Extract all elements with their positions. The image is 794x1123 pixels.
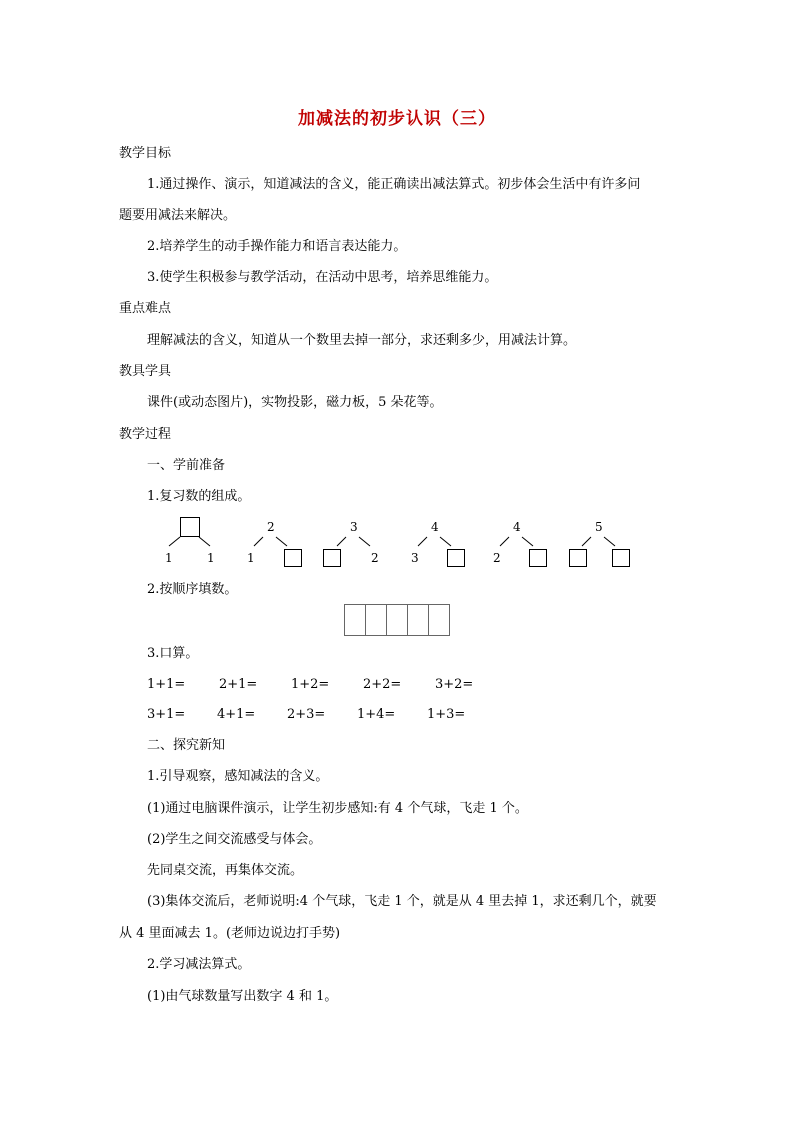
part-1-heading: 一、学前准备: [147, 458, 226, 473]
composition-box-6-left: [569, 549, 587, 567]
composition-box-top-1: [180, 517, 200, 537]
tools-heading: 教具学具: [119, 364, 172, 379]
item-3: 3.口算。: [147, 646, 199, 661]
part-2-sub-2: (2)学生之间交流感受与体会。: [147, 832, 322, 847]
comp-4-top: 4: [431, 520, 439, 534]
math-problem: 1+3=: [427, 707, 466, 722]
comp-2-top: 2: [267, 520, 275, 534]
part-2-sub-2b: 先同桌交流，再集体交流。: [147, 863, 304, 878]
key-heading: 重点难点: [119, 301, 172, 316]
composition-box-4-right: [447, 549, 465, 567]
composition-box-2-right: [284, 549, 302, 567]
composition-box-5-right: [529, 549, 547, 567]
composition-box-3-left: [323, 549, 341, 567]
page-title: 加减法的初步认识（三）: [298, 109, 496, 129]
key-text: 理解减法的含义，知道从一个数里去掉一部分，求还剩多少，用减法计算。: [147, 333, 577, 348]
comp-6-top: 5: [595, 520, 603, 534]
math-problem: 2+1=: [219, 677, 258, 692]
composition-box-6-right: [612, 549, 630, 567]
comp-3-top: 3: [350, 520, 358, 534]
math-problem: 1+2=: [291, 677, 330, 692]
sequence-box: [428, 604, 450, 636]
goal-3: 3.使学生积极参与教学活动，在活动中思考，培养思维能力。: [147, 270, 498, 285]
goal-1-line-2: 题要用减法来解决。: [119, 208, 237, 223]
sequence-box: [365, 604, 387, 636]
process-heading: 教学过程: [119, 427, 172, 442]
math-problem: 3+1=: [147, 707, 186, 722]
part-2-sub-1: (1)通过电脑课件演示，让学生初步感知:有 4 个气球，飞走 1 个。: [147, 801, 528, 816]
goal-1-line-1: 1.通过操作、演示，知道减法的含义，能正确读出减法算式。初步体会生活中有许多问: [147, 177, 641, 192]
math-problem: 4+1=: [217, 707, 256, 722]
math-problem: 3+2=: [435, 677, 474, 692]
item-1: 1.复习数的组成。: [147, 489, 251, 504]
part-2-sub-3-line-2: 从 4 里面减去 1。(老师边说边打手势): [119, 926, 341, 941]
math-problem: 2+2=: [363, 677, 402, 692]
comp-2-left: 1: [247, 551, 255, 565]
item-2: 2.按顺序填数。: [147, 582, 238, 597]
comp-5-top: 4: [513, 520, 521, 534]
part-2-sub-3-line-1: (3)集体交流后，老师说明:4 个气球，飞走 1 个，就是从 4 里去掉 1，求还剩几个，就要: [147, 894, 657, 909]
tools-text: 课件(或动态图片)，实物投影，磁力板，5 朵花等。: [147, 395, 443, 410]
comp-1-right: 1: [207, 551, 215, 565]
comp-3-right: 2: [371, 551, 379, 565]
part-2-item-2: 2.学习减法算式。: [147, 957, 251, 972]
comp-1-left: 1: [165, 551, 173, 565]
math-problem: 2+3=: [287, 707, 326, 722]
goal-2: 2.培养学生的动手操作能力和语言表达能力。: [147, 239, 407, 254]
math-problem: 1+1=: [147, 677, 186, 692]
sequence-box: [407, 604, 429, 636]
comp-4-left: 3: [411, 551, 419, 565]
part-2-item-2-sub-1: (1)由气球数量写出数字 4 和 1。: [147, 989, 338, 1004]
sequence-box: [344, 604, 366, 636]
comp-5-left: 2: [493, 551, 501, 565]
part-2-item-1: 1.引导观察，感知减法的含义。: [147, 769, 329, 784]
sequence-box: [386, 604, 408, 636]
part-2-heading: 二、探究新知: [147, 738, 226, 753]
math-problem: 1+4=: [357, 707, 396, 722]
goals-heading: 教学目标: [119, 146, 172, 161]
